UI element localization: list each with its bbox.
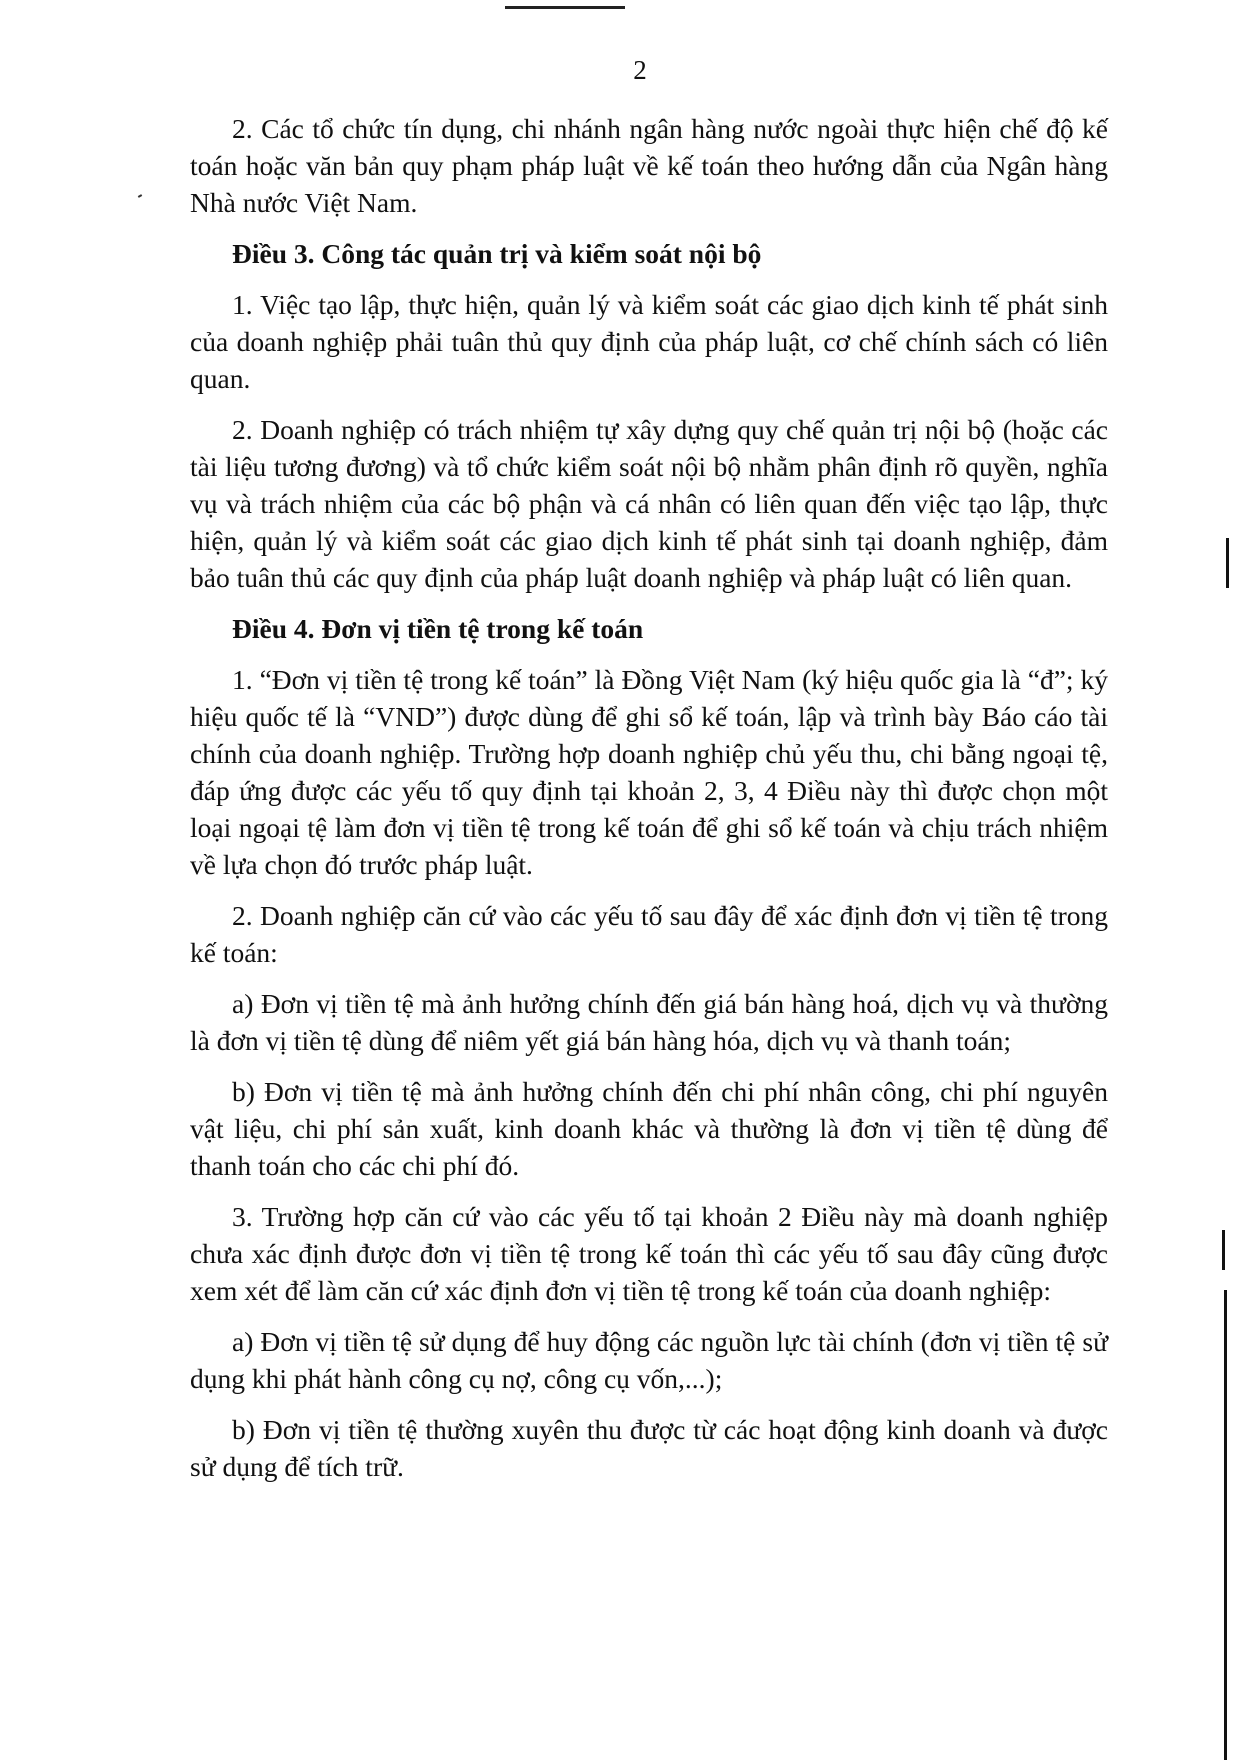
paragraph: b) Đơn vị tiền tệ thường xuyên thu được từ các hoạt động kinh doanh và được sử dụng để tích trữ. xyxy=(190,1414,1108,1482)
paragraph: a) Đơn vị tiền tệ mà ảnh hưởng chính đến giá bán hàng hoá, dịch vụ và thường là đơn vị tiền tệ dùng để niêm yết giá bán hàng hóa, dịch vụ và thanh toán; xyxy=(190,988,1108,1056)
scan-edge-line xyxy=(1224,1290,1227,1760)
paragraph: 2. Doanh nghiệp căn cứ vào các yếu tố sau đây để xác định đơn vị tiền tệ trong kế toán: xyxy=(190,900,1108,968)
paragraph: b) Đơn vị tiền tệ mà ảnh hưởng chính đến chi phí nhân công, chi phí nguyên vật liệu, chi phí sản xuất, kinh doanh khác và thường là đơn vị tiền tệ dùng để thanh toán cho các chi phí đó. xyxy=(190,1076,1108,1181)
stray-mark xyxy=(138,194,142,198)
page-number: 2 xyxy=(633,55,647,85)
scan-edge-line xyxy=(1226,538,1229,588)
article-heading: Điều 3. Công tác quản trị và kiểm soát nội bộ xyxy=(232,238,762,269)
paragraph: 1. “Đơn vị tiền tệ trong kế toán” là Đồng Việt Nam (ký hiệu quốc gia là “đ”; ký hiệu quốc tế là “VND”) được dùng để ghi sổ kế toán, lập và trình bày Báo cáo tài chính của doanh nghiệp. Trường hợp doanh nghiệp chủ yếu thu, chi bằng ngoại tệ, đáp ứng được các yếu tố quy định tại khoản 2, 3, 4 Điều này thì được chọn một loại ngoại tệ làm đơn vị tiền tệ trong kế toán để ghi sổ kế toán và chịu trách nhiệm về lựa chọn đó trước pháp luật. xyxy=(190,664,1108,880)
paragraph: a) Đơn vị tiền tệ sử dụng để huy động các nguồn lực tài chính (đơn vị tiền tệ sử dụng khi phát hành công cụ nợ, công cụ vốn,...); xyxy=(190,1326,1108,1394)
paragraph: 1. Việc tạo lập, thực hiện, quản lý và kiểm soát các giao dịch kinh tế phát sinh của doanh nghiệp phải tuân thủ quy định của pháp luật, cơ chế chính sách có liên quan. xyxy=(190,289,1108,394)
paragraph: 2. Doanh nghiệp có trách nhiệm tự xây dựng quy chế quản trị nội bộ (hoặc các tài liệu tương đương) và tổ chức kiểm soát nội bộ nhằm phân định rõ quyền, nghĩa vụ và trách nhiệm của các bộ phận và cá nhân có liên quan đến việc tạo lập, thực hiện, quản lý và kiểm soát các giao dịch kinh tế phát sinh tại doanh nghiệp, đảm bảo tuân thủ các quy định của pháp luật doanh nghiệp và pháp luật có liên quan. xyxy=(190,414,1108,593)
document-body xyxy=(190,110,1108,1499)
paragraph: 3. Trường hợp căn cứ vào các yếu tố tại khoản 2 Điều này mà doanh nghiệp chưa xác định được đơn vị tiền tệ trong kế toán thì các yếu tố sau đây cũng được xem xét để làm căn cứ xác định đơn vị tiền tệ trong kế toán của doanh nghiệp: xyxy=(190,1201,1108,1306)
top-edge-mark xyxy=(505,0,625,9)
article-heading: Điều 4. Đơn vị tiền tệ trong kế toán xyxy=(232,613,644,644)
paragraph: 2. Các tổ chức tín dụng, chi nhánh ngân hàng nước ngoài thực hiện chế độ kế toán hoặc văn bản quy phạm pháp luật về kế toán theo hướng dẫn của Ngân hàng Nhà nước Việt Nam. xyxy=(190,113,1108,218)
scan-edge-line xyxy=(1222,1230,1225,1270)
